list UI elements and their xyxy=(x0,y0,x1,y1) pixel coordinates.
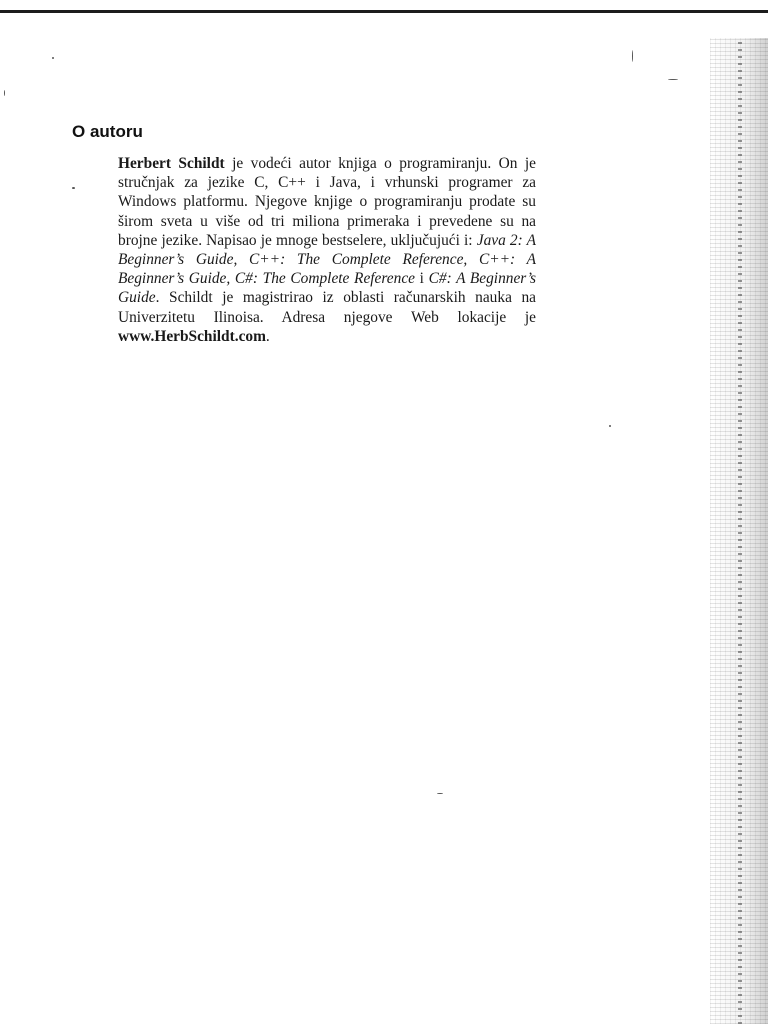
scan-speck xyxy=(52,57,54,59)
bio-text: je vodeći autor knjiga o programiranju. On je stručnjak za jezike C, C++ i Java, i vrhunski programer za Windows platformu. Njegove knjige o programiranju prodate su širom sveta u više od tri miliona primeraka i prevedene su na brojne jezike. Napisao je mnoge bestselere, uključujući i: xyxy=(118,155,536,249)
scan-speck xyxy=(437,793,443,794)
book-titles: Java 2: A Beginner’s Guide, C++: The Complete Reference, C++: A Beginner’s Guide, C#: The Complete Reference xyxy=(118,231,536,288)
bio-text: . Schildt je magistrirao iz oblasti računarskih nauka na Univerzitetu Ilinoisa. Adresa njegove Web lokacije je xyxy=(118,289,536,326)
scan-speck xyxy=(632,50,633,62)
scan-speck xyxy=(72,187,75,189)
scan-speck xyxy=(4,90,5,96)
scan-edge xyxy=(710,38,768,1024)
bio-text: i xyxy=(415,270,429,288)
top-rule xyxy=(0,10,768,13)
section-heading: O autoru xyxy=(72,122,143,141)
scan-speck xyxy=(609,425,611,427)
website-link: www.HerbSchildt.com xyxy=(118,327,266,345)
book-title: C#: A Beginner’s Guide xyxy=(118,270,536,307)
author-name: Herbert Schildt xyxy=(118,155,225,172)
bio-text: . xyxy=(265,327,270,345)
author-bio-paragraph xyxy=(118,154,536,346)
scan-speck xyxy=(668,79,678,80)
